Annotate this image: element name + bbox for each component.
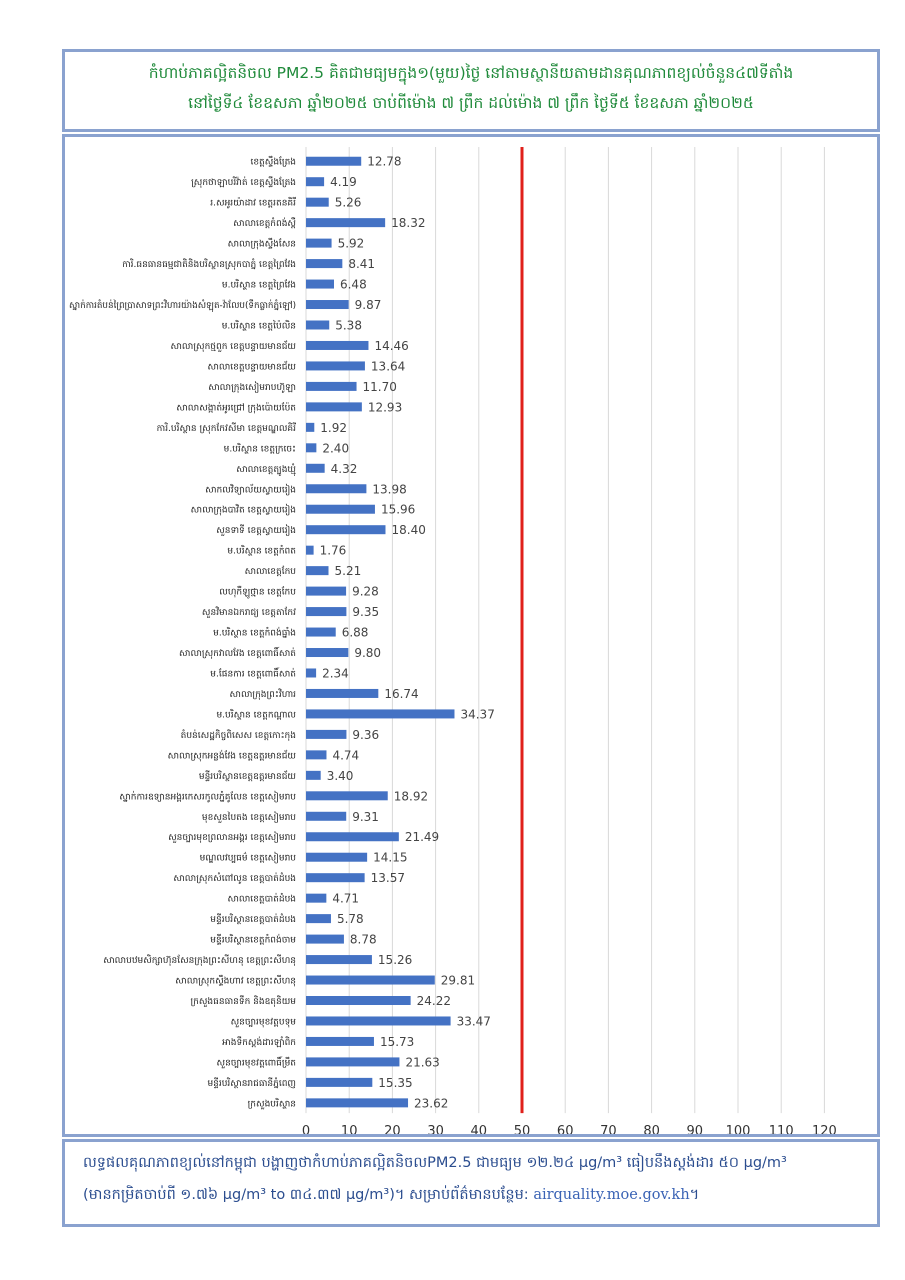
bar [306,648,348,657]
data-label: 21.49 [404,830,440,845]
category-label: មន្ទីរបរិស្ថានរាជធានីភ្នំពេញ [207,1078,296,1089]
category-label: សាលាខេត្តត្បូងឃ្មុំ [236,464,296,475]
data-label: 11.70 [362,379,397,394]
x-tick-labels [302,1124,837,1134]
x-tick-label: 0 [301,1124,311,1134]
x-tick-label: 70 [600,1124,617,1134]
category-label: សួនវិមានឯករាជ្យ ខេត្តតាកែវ [201,608,296,619]
bar [306,566,329,575]
data-label: 34.37 [460,707,495,722]
data-label: 4.71 [332,891,360,906]
category-label: ស្នាក់ការឧទ្យានអង្គរកេសរកូលភ្នំគូលែន ខេត្តសៀមរាប [119,792,296,803]
data-label: 18.40 [391,523,426,538]
x-tick-label: 80 [643,1124,660,1134]
summary-end-mark: ។ [689,1187,700,1203]
category-label: សាលាស្រុកវាលវែង ខេត្តពោធិ៍សាត់ [179,649,296,660]
bar [306,341,368,350]
category-label: ក្រសួងធនធានទឹក និងឧតុនិយម [190,997,296,1008]
data-label: 29.81 [440,973,476,988]
category-label: ខេត្តស្ទឹងត្រែង [250,157,296,168]
data-label: 14.46 [374,338,409,353]
bar [306,382,357,391]
category-label: សាលាខេត្តបន្ទាយមានជ័យ [207,362,296,373]
category-label: ស្រុកថាឡាបរិវ៉ាត់ ខេត្តស្ទឹងត្រែង [191,178,296,189]
summary-range-text: (មានកម្រិតចាប់ពី ១.៧៦ μg/m³ to ៣៤.៣៧ μg/m³)។ សម្រាប់ព័ត៌មានបន្ថែម: [83,1187,534,1203]
data-label: 13.98 [372,482,407,497]
category-label: មន្ទីរបរិស្ថានខេត្តឧត្តរមានជ័យ [198,771,296,782]
category-label: ការិ.ធនធានធម្មជាតិនិងបរិស្ថានស្រុកបាភ្នំ ខេត្តព្រៃវែង [122,260,296,271]
data-label: 18.32 [391,216,426,231]
category-label: សាលាបឋមសិក្សាហ៊ុនសែនក្រុងព្រះសីហនុ ខេត្តព្រះសីហនុ [103,956,296,967]
bar [306,996,411,1005]
data-label: 8.78 [349,932,377,947]
bar [306,484,366,493]
bar [306,177,324,186]
bar [306,628,336,637]
value-labels [320,155,495,1111]
data-label: 9.36 [352,727,380,742]
footer-panel [62,1139,880,1227]
category-label: សាលាស្រុកអន្លង់វែង ខេត្តឧត្តរមានជ័យ [167,751,296,762]
category-label: សាលាស្រុកថ្មពួក ខេត្តបន្ទាយមានជ័យ [170,341,296,352]
bar [306,607,346,616]
x-tick-label: 50 [513,1124,531,1134]
data-label: 6.88 [341,625,369,640]
category-label: មុខសួនបៃតង ខេត្តសៀមរាប [201,812,296,823]
x-tick-label: 120 [811,1124,837,1134]
bar [306,218,385,227]
data-label: 9.87 [354,298,382,313]
chart-panel [62,134,880,1137]
bar [306,423,314,432]
data-label: 5.38 [335,318,362,333]
category-label: ម.បរិស្ថាន ខេត្តព្រៃវែង [221,280,296,291]
data-label: 13.64 [370,359,406,374]
bar [306,668,316,677]
bar [306,239,332,248]
data-label: 14.15 [373,850,408,865]
gridlines [306,147,824,1113]
category-label: សួនទាទី ខេត្តស្វាយរៀង [216,526,296,537]
data-label: 8.41 [348,257,376,272]
bar [306,853,367,862]
x-tick-label: 100 [725,1124,751,1134]
x-tick-label: 20 [384,1124,401,1134]
data-label: 15.26 [377,953,413,968]
category-label: សាលាស្រុកសំពៅលូន ខេត្តបាត់ដំបង [173,874,296,885]
data-label: 5.78 [336,912,364,927]
airquality-link[interactable]: airquality.moe.gov.kh [533,1187,690,1203]
data-label: 6.48 [339,277,367,292]
category-labels [69,156,302,1110]
category-label: ស្នាក់ការតំបន់ព្រៃប្រាសាទព្រះវិហារយ៉ាងសំឡុត-វ៉ាលែប(ទឹកធ្លាក់ភ្នំឡៅ) [69,301,302,312]
data-label: 1.92 [320,420,348,435]
x-tick-label: 40 [470,1124,488,1134]
title-panel [62,49,880,132]
bar [306,812,346,821]
category-label: សាលាខេត្តបាត់ដំបង [227,894,296,905]
chart-title-line-1: កំហាប់ភាគល្អិតនិចល PM2.5 គិតជាមធ្យមក្នុង១(មួយ)ថ្ងៃ នៅតាមស្ថានីយតាមដានគុណភាពខ្យល់ចំនួន៤៧ទីតាំង [148,64,794,82]
category-label: ការិ.បរិស្ថាន ស្រុកកែវសីមា ខេត្តមណ្ឌលគិរី [156,423,296,434]
category-label: ក្រសួងបរិស្ថាន [247,1099,296,1110]
data-label: 2.34 [322,666,349,681]
bar [306,750,326,759]
category-label: មន្ទីរបរិស្ថានខេត្តកំពង់ចាម [210,935,296,946]
data-label: 9.35 [352,605,380,620]
bar [306,832,399,841]
bar [306,894,326,903]
category-label: តំបន់សេដ្ឋកិច្ចពិសេស ខេត្តកោះកុង [180,730,296,741]
category-label: សួនច្បារមុខវត្តបទុម [230,1017,296,1028]
data-label: 12.93 [367,400,403,415]
data-label: 21.63 [405,1055,440,1070]
category-label: សាលាក្រុងស្ទឹងសែន [227,239,296,250]
bar [306,1098,408,1107]
data-label: 5.26 [334,195,362,210]
data-label: 33.47 [456,1014,491,1029]
bar [306,689,378,698]
chart-title-line-2: នៅថ្ងៃទី៤ ខែឧសភា ឆ្នាំ២០២៥ ចាប់ពីម៉ោង ៧ ព្រឹក ដល់ម៉ោង ៧ ព្រឹក ថ្ងៃទី៥ ខែឧសភា ឆ្នាំ២០២៥ [188,94,754,112]
data-label: 23.62 [414,1096,449,1111]
bar [306,935,344,944]
bar [306,361,365,370]
bar [306,730,346,739]
data-label: 1.76 [319,543,347,558]
category-label: សួនច្បារមុខវត្តពោធិ៍ម្រឹត [216,1058,296,1069]
summary-line-1: លទ្ធផលគុណភាពខ្យល់នៅកម្ពុជា បង្ហាញថាកំហាប់ភាគល្អិតនិចលPM2.5 ជាមធ្យម ១២.២៤ μg/m³ ធៀបនឹងស្តង់ដារ ៥០ μg/m³ [83,1155,787,1171]
category-label: សាលាក្រុងសៀមរាបហ៊ូឡា [208,382,296,393]
data-label: 4.19 [330,175,357,190]
bar [306,873,365,882]
data-label: 16.74 [384,686,419,701]
category-label: សាលាក្រុងបាវិត ខេត្តស្វាយរៀង [190,505,296,516]
data-label: 18.92 [393,789,429,804]
data-label: 9.31 [352,809,379,824]
data-label: 4.32 [330,461,358,476]
category-label: រ.សអូរយ៉ាដាវ ខេត្តរតនគិរី [210,198,296,209]
bar [306,443,316,452]
category-label: សាកលវិទ្យាល័យស្វាយរៀង [205,485,296,496]
bar [306,1016,451,1025]
data-label: 15.73 [379,1034,415,1049]
bar [306,402,362,411]
bar [306,1057,399,1066]
category-label: សាលាស្រុកស្ទឹងហាវ ខេត្តព្រះសីហនុ [175,976,296,987]
bar [306,587,346,596]
bar [306,771,321,780]
data-label: 3.40 [326,768,354,783]
bar [306,914,331,923]
bar [306,955,372,964]
data-label: 9.80 [354,646,382,661]
category-label: ម.បរិស្ថាន ខេត្តកណ្ដាល [216,710,296,721]
bar [306,709,454,718]
bar [306,464,325,473]
category-label: សួនច្បារមុខព្រលានអង្គរ ខេត្តសៀមរាប [168,833,296,844]
x-tick-label: 90 [686,1124,704,1134]
bar [306,280,334,289]
bar [306,300,349,309]
bar [306,198,329,207]
category-label: ម.ផែនការ ខេត្តពោធិ៍សាត់ [210,669,296,680]
category-label: សាលាខេត្តកំពង់ស្ពឺ [233,219,296,230]
data-label: 15.35 [378,1075,413,1090]
bar [306,546,314,555]
bar-chart [65,137,877,1134]
data-label: 4.74 [332,748,360,763]
data-label: 13.57 [370,871,405,886]
x-tick-label: 60 [556,1124,574,1134]
bar [306,976,435,985]
data-label: 9.28 [352,584,379,599]
bar [306,157,361,166]
summary-line-2 [83,1186,867,1207]
category-label: លហុកឺឡូថ្មាន ខេត្តកែប [219,587,296,598]
bar [306,1078,372,1087]
data-label: 24.22 [416,994,451,1009]
category-label: ម.បរិស្ថាន ខេត្តប៉ៃលិន [221,321,296,332]
bar [306,505,375,514]
data-label: 2.40 [322,441,350,456]
data-label: 5.92 [337,236,365,251]
x-tick-label: 110 [768,1124,794,1134]
category-label: សាលាសង្កាត់អូរជ្រៅ ក្រុងប៉ោយប៉ែត [176,403,296,414]
bar [306,259,342,268]
x-tick-label: 30 [427,1124,444,1134]
data-label: 5.21 [334,564,362,579]
category-label: អាងទឹកស្តង់ដារឡាំពិក [222,1037,296,1048]
category-label: មណ្ឌលវប្បធម៌ ខេត្តសៀមរាប [199,853,296,864]
category-label: សាលាខេត្តកែប [244,567,296,578]
bar [306,320,329,329]
bar [306,791,388,800]
data-label: 12.78 [367,154,402,169]
data-label: 15.96 [380,502,416,517]
category-label: ម.បរិស្ថាន ខេត្តកំពត [227,546,296,557]
x-tick-label: 10 [340,1124,358,1134]
category-label: ម.បរិស្ថាន ខេត្តកំពង់ធ្នាំង [213,628,296,639]
bar [306,525,385,534]
bar [306,1037,374,1046]
category-label: សាលាក្រុងព្រះវិហារ [229,689,296,700]
category-label: មន្ទីរបរិស្ថានខេត្តបាត់ដំបង [210,915,296,926]
category-label: ម.បរិស្ថាន ខេត្តក្រចេះ [223,444,296,455]
